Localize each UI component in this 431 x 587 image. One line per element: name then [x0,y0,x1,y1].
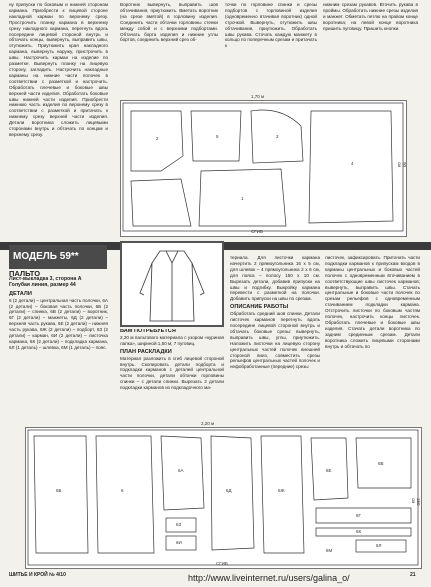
paragraph: ну припуски по боковым и нижней сторонам кармана. Приобрести к лицевой стороне накладной карман по верхнему срезу. Прострочить планку кармана в верхнему срезу накладного кармана, перегнуть вдоль посередине лицевой стороной внутрь и обтачать концы, вывернуть, выправить швы, отутюжить. Приутюжить края накладного кармана, вывернуть наружу, пристрочить в швы. Настрочить карман на изделие по разметке. Вывернуть планку на лицевую сторону, загладить. Настрочить накладные карманы на нижние части полочек в соответствии с разметкой и настрочить. Обработать плечевые и боковые швы верхней части изделия. Обработать боковые швы нижней части изделия. Приобрести нижнюю часть изделия по верхнему срезу в соответствии с разметкой и притачать к нижнему срезу верхней части изделия. Детали воротника сложить лицевыми сторонами внутрь и обтачать по концам и верхнему срезу. [9,2,108,137]
plan-text: Материал разложить в сгиб лицевой стороной внутрь. Скопировать детали подборта и подкладки карманов с деталей центральной части полочки, детали обтачки горловины спинки – с детали спинки. Вырезать 2 детали подкладки карманов из подкладочного ма- [120,355,224,391]
details-heading: ДЕТАЛИ [9,290,32,297]
plan-heading: ПЛАН РАСКЛАДКИ [120,348,172,355]
piece-label: 6 [121,488,124,493]
dimension-height: 90 см [397,162,407,168]
piece-label: 6М [326,548,333,553]
piece-label: 6Г [356,513,361,518]
coat-info [9,271,108,421]
piece-label: 6А [178,468,184,473]
pattern-drawing-top [121,101,406,236]
paragraph: териала. Для листочки кармана начертить 2 прямоугольника 16 х 5 см, для шлевок – 4 прямоугольника 2 х 6 см, для пояса – полосу 150 х 10 см. Вырезать детали, добавив припуски на швы и подгибку. Выкройку кармана перевести с разметкой на полочки. Добавить припуски на швы по срезам. [230,255,320,302]
coat-sketch [122,243,222,325]
piece-label: 6К [356,529,362,534]
piece-label: 6Е [326,468,332,473]
text-column-4 [323,2,418,92]
dimension-height: 150 см [411,498,421,506]
materials-heading: ВАМ ПОТРЕБУЕТСЯ [120,329,176,334]
paragraph: листочек, зафиксировать. Притачать части подкладки карманов к припускам входов в карманы центральных и боковых частей полочек с одновременным вточиванием в соответствующие швы листочек карманов; вывернуть, выправить швы. Стачать центральные и боковые части полочек по срезам рельефов с одновременным стачиванием подкладки кармана. Отстрочить листочки по боковым частям полочек, настрочить концы листочек. Обработать плечевые и боковые швы изделия. Стачать детали воротника по задним срединным срезам. Детали воротника сложить лицевыми сторонами внутрь и обтачать по [325,255,420,349]
pattern-drawing-bottom [26,428,421,568]
text-column-2 [120,2,218,92]
paragraph: Обработать средний шов спинки. Детали листочек карманов перегнуть вдоль посередине лицевой стороной внутрь и обтачать боковые срезы: вывернуть, выправить швы, углы, приутюжить. Наложить листочки на лицевую сторону центральных частей полочек внешней стороной вниз, совместить срезы рельефов центральных частей полочек и нефобработанные (передние) срезы [230,311,320,370]
magazine-title: ШИТЬЕ И КРОЙ № 4/10 [9,572,66,578]
materials-text: 2,20 м пальтового материала с узором «куриная лапка», шириной 1,50 м; 7 пуговиц. [120,334,224,346]
paragraph: нижним срезам рукавов. Вточить рукава в проймы. Обработать нижние срезы изделия и манжет. Обметать петлю на правом конце воротника; на левой конце воротника пришить пуговицу. Пришить кнопки. [323,2,418,31]
sheet-info: Лист-выкладка 3, сторона А [9,275,82,282]
coat-illustration [120,241,224,327]
source-url[interactable]: http://www.liveinternet.ru/users/galina_o/ [188,573,350,583]
coat-title: ПАЛЬТО [9,271,41,278]
piece-label: 3 [276,134,279,139]
fold-label: СГИБ [216,561,228,566]
dimension-width: 1,70 м [251,94,265,99]
piece-label: 6И [176,540,182,545]
piece-label: 4 [351,161,354,166]
piece-label: 6Д [226,488,232,493]
piece-label: 5 [216,134,219,139]
piece-label: 6З [176,522,182,527]
piece-label: 6Ж [278,488,285,493]
fold-label: СГИБ [251,229,263,234]
work-heading: ОПИСАНИЕ РАБОТЫ [230,304,289,311]
piece-label: 2 [156,136,159,141]
page-number: 21 [410,572,416,578]
pattern-layout-bottom [25,421,422,569]
piece-label: 6Л [376,543,382,548]
piece-label: 6Б [56,488,62,493]
piece-label: 6В [378,461,384,466]
text-column-3 [225,2,317,92]
model-title: МОДЕЛЬ 59** [9,245,107,269]
materials-column [120,329,224,419]
line-info: Голубая линия, размер 44 [9,281,76,288]
middle-column-4 [325,255,420,420]
paragraph: точки по горловине спинки и срезы подбортов с горловиной изделия (одновременно втачивая воротник) одной строчкой. Вывернуть, отутюжить швы обтачивания, приутюжить. Обработать швы рукава. Сточать каждую манжету в кольцо по поперечным срезам и притачать к [225,2,317,49]
text-column-1 [9,2,108,212]
piece-label: 1 [241,196,244,201]
pattern-layout-top [120,94,407,237]
middle-column-3 [230,255,320,420]
dimension-width: 2,20 м [201,421,215,426]
paragraph: Воротник вывернуть, выправить шов обтачивания, приутюжить. Вметать воротник (на срезе вмятой) в горловину изделия. Соединить части обтачки горловины стенки между собой и с верхними подбортами. Обтачать борта изделия и нижние углы бортов, соединить верхний срез об- [120,2,218,43]
details-text: 6 (2 детали) – центральная часть полочки, 6А (2 детали) – боковая часть полочки, 6Б (2 детали) – спинка, 6В (2 детали) – воротник, 6Г (2 детали) – манжеты, 6Д (2 детали) – верхняя часть рукава, 6Е (2 детали) – нижняя часть рукава, 6Ж (2 детали) – подборт, 6З (2 детали) – карман, 6И (2 детали) – листочка кармана, 6К (2 детали) – подкладка кармана, 6Л (1 деталь) – шлевка, 6М (1 деталь) – пояс. [9,297,108,350]
